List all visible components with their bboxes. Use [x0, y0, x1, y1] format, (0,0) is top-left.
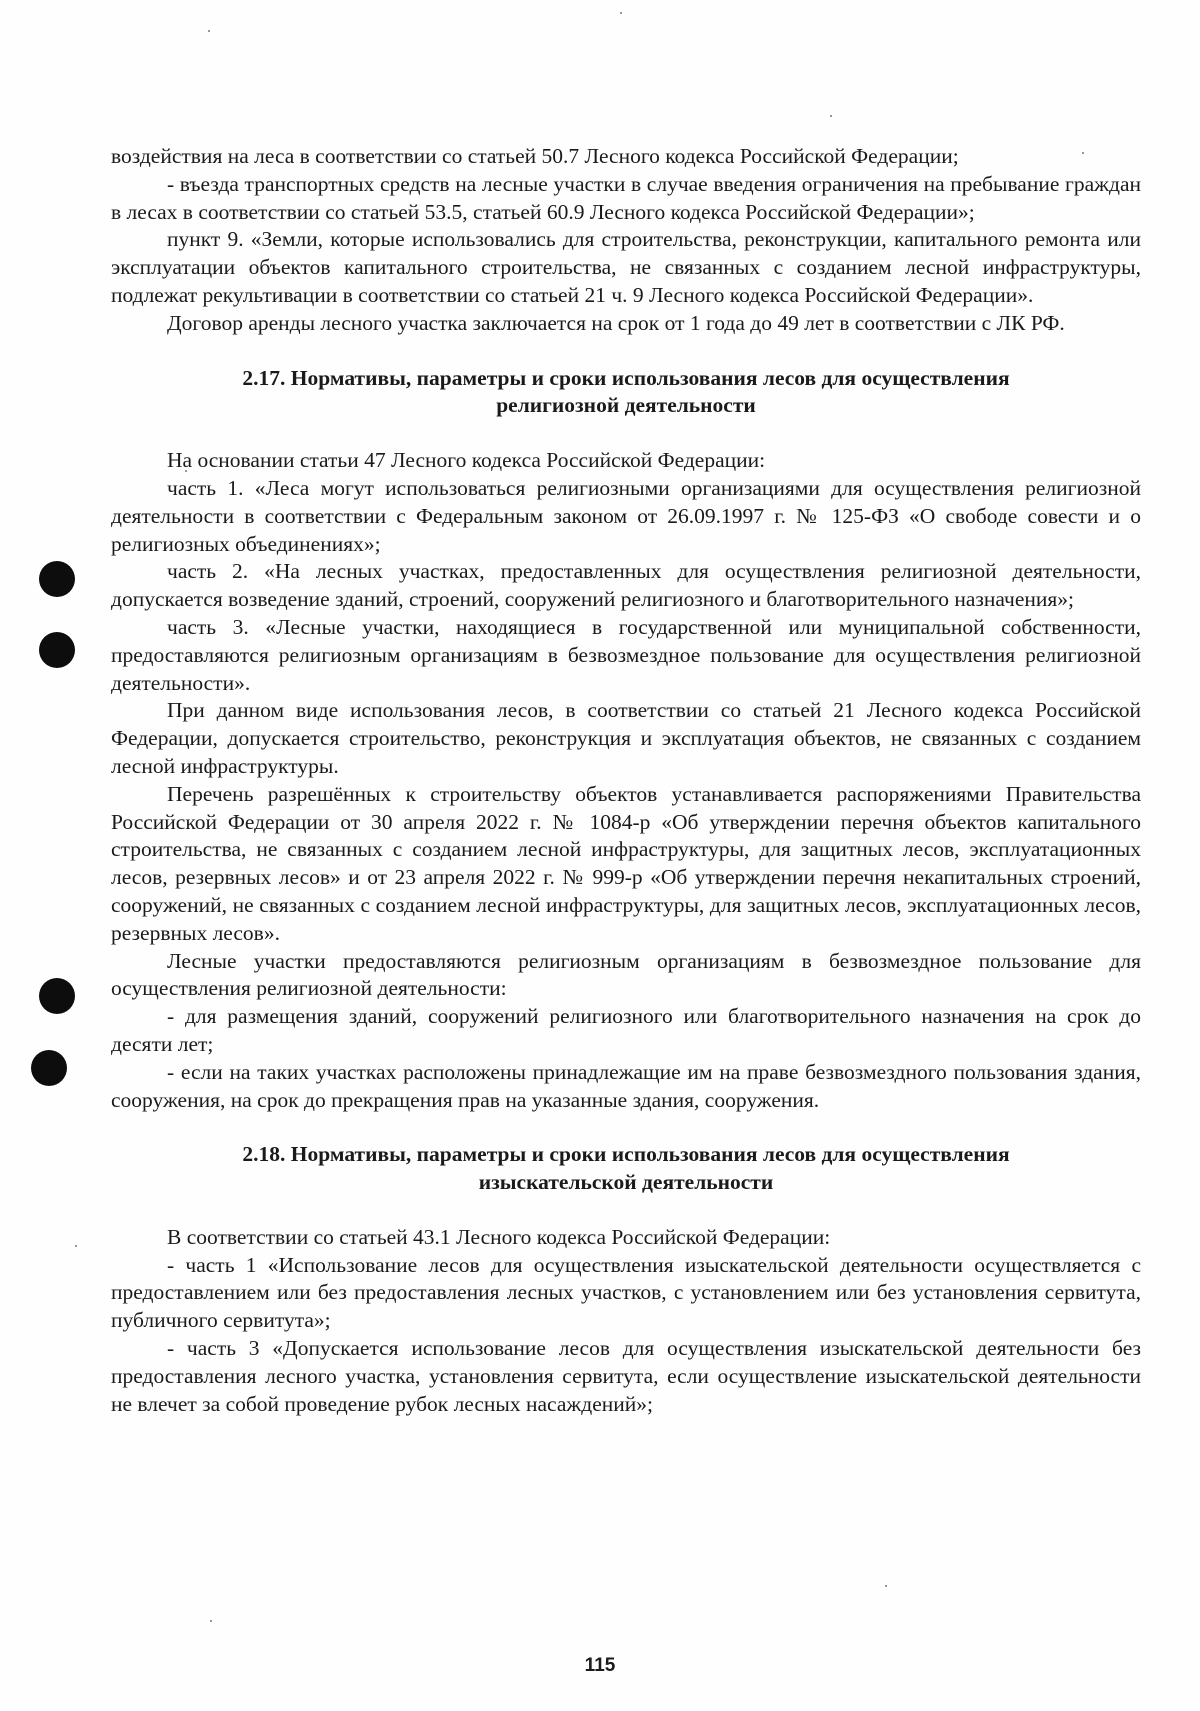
paragraph: На основании статьи 47 Лесного кодекса Российской Федерации: — [167, 448, 766, 473]
punch-hole — [39, 632, 75, 668]
paragraph: - въезда транспортных средств на лесные участки в случае введения ограничения на пребывание граждан в лесах в соответствии со статьей 53.5, статьей 60.9 Лесного кодекса Российской Федерации»; — [111, 171, 1141, 224]
document-body — [111, 143, 1141, 1418]
scan-speck — [75, 1245, 77, 1247]
section-heading — [111, 365, 1141, 421]
page-number: 115 — [584, 1655, 616, 1676]
intro-paragraphs — [111, 143, 1141, 338]
scan-speck — [885, 1585, 887, 1587]
paragraph: - для размещения зданий, сооружений религиозного или благотворительного назначения на срок до десяти лет; — [111, 1004, 1141, 1056]
paragraph: часть 3. «Лесные участки, находящиеся в государственной или муниципальной собственности, предоставляются религиозным организациям в безвозмездное пользование для осуществления религиозной деятельности». — [111, 614, 1141, 695]
paragraph: воздействия на леса в соответствии со статьей 50.7 Лесного кодекса Российской Федерации; — [111, 144, 959, 168]
scan-speck — [830, 115, 832, 117]
scan-speck — [210, 1620, 212, 1622]
section-heading-line: 2.18. Нормативы, параметры и сроки использования лесов для осуществления — [242, 1142, 1010, 1167]
paragraph: пункт 9. «Земли, которые использовались для строительства, реконструкции, капитального ремонта или эксплуатации объектов капитального строительства, не связанных с созданием лесной инфраструктуры, подлежат рекультивации в соответствии со статьей 21 ч. 9 Лесного кодекса Российской Федерации». — [111, 227, 1141, 307]
punch-hole — [39, 978, 75, 1014]
section-heading — [111, 1141, 1141, 1197]
paragraph: Договор аренды лесного участка заключается на срок от 1 года до 49 лет в соответствии с ЛК РФ. — [167, 310, 1065, 335]
section-heading-line: изыскательской деятельности — [478, 1170, 774, 1195]
punch-hole — [39, 561, 75, 597]
section-heading-line: религиозной деятельности — [496, 393, 756, 418]
section-217-paragraphs — [111, 447, 1141, 1114]
section-heading-line: 2.17. Нормативы, параметры и сроки использования лесов для осуществления — [242, 365, 1010, 390]
section-218-paragraphs — [111, 1224, 1141, 1419]
paragraph: - если на таких участках расположены принадлежащие им на праве безвозмездного пользования здания, сооружения, на срок до прекращения прав на указанные здания, сооружения. — [111, 1059, 1141, 1112]
scan-speck — [620, 12, 622, 14]
paragraph: часть 1. «Леса могут использоваться религиозными организациями для осуществления религиозной деятельности в соответствии с Федеральным законом от 26.09.1997 г. № 125-ФЗ «О свободе совести и о религиозных объединениях»; — [111, 475, 1141, 556]
paragraph: При данном виде использования лесов, в соответствии со статьей 21 Лесного кодекса Российской Федерации, допускается строительство, реконструкция и эксплуатация объектов, не связанных с созданием лесной инфраструктуры. — [111, 698, 1141, 778]
scan-speck — [208, 30, 210, 32]
paragraph: Перечень разрешённых к строительству объектов устанавливается распоряжениями Правительства Российской Федерации от 30 апреля 2022 г. № 1084-р «Об утверждении перечня объектов капитального строительства, не связанных с созданием лесной инфраструктуры, для защитных лесов, эксплуатационных лесов, резервных лесов» и от 23 апреля 2022 г. № 999-р «Об утверждении перечня некапитальных строений, сооружений, не связанных с созданием лесной инфраструктуры, для защитных лесов, эксплуатационных лесов, резервных лесов». — [111, 781, 1141, 945]
punch-hole — [31, 1050, 67, 1086]
paragraph: В соответствии со статьей 43.1 Лесного кодекса Российской Федерации: — [167, 1224, 831, 1249]
paragraph: - часть 3 «Допускается использование лесов для осуществления изыскательской деятельности без предоставления лесного участка, установления сервитута, если осуществление изыскательской деятельности не влечет за собой проведение рубок лесных насаждений»; — [111, 1336, 1141, 1416]
paragraph: часть 2. «На лесных участках, предоставленных для осуществления религиозной деятельности, допускается возведение зданий, строений, сооружений религиозного и благотворительного назначения»; — [111, 559, 1141, 612]
paragraph: - часть 1 «Использование лесов для осуществления изыскательской деятельности осуществляется с предоставлением или без предоставления лесных участков, с установлением или без установления сервитута, публичного сервитута»; — [111, 1252, 1141, 1333]
paragraph: Лесные участки предоставляются религиозным организациям в безвозмездное пользование для осуществления религиозной деятельности: — [111, 948, 1141, 1001]
